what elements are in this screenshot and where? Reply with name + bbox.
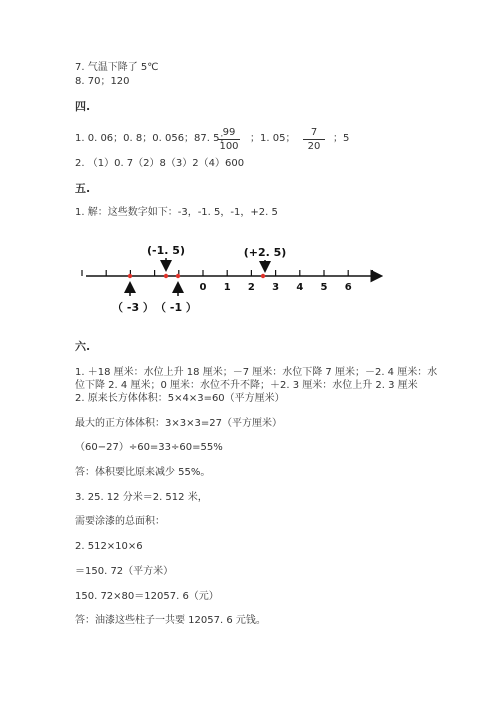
fraction-bar bbox=[218, 139, 240, 140]
s6-answer-2-line-4: 答：体积要比原来减少 55%。 bbox=[75, 467, 211, 478]
number-line bbox=[0, 236, 500, 326]
label-plus-2-5: (+2. 5) bbox=[243, 246, 287, 259]
answer-7: 7. 气温下降了 5℃ bbox=[75, 62, 159, 73]
fraction-numerator: 99 bbox=[222, 127, 236, 138]
s6-answer-3-line-1: 3. 25. 12 分米＝2. 512 米， bbox=[75, 492, 208, 503]
s5-answer-1: 1. 解：这些数字如下：-3，-1. 5，-1，+2. 5 bbox=[75, 207, 278, 218]
fraction-7-20 bbox=[301, 127, 327, 152]
s6-answer-3-line-4: ＝150. 72（平方米） bbox=[75, 566, 174, 577]
fraction-numerator: 7 bbox=[310, 127, 318, 138]
point-minus-1-5 bbox=[164, 274, 168, 278]
number-line-tick-label: 5 bbox=[320, 282, 328, 293]
s6-answer-3-line-2: 需要涂漆的总面积： bbox=[75, 516, 165, 527]
label-minus-3: （ -3 ） bbox=[112, 301, 154, 314]
section-4-heading: 四. bbox=[75, 100, 91, 113]
s6-answer-3-line-6: 答：油漆这些柱子一共要 12057. 6 元钱。 bbox=[75, 615, 266, 626]
section-6-heading: 六. bbox=[75, 340, 91, 353]
label-minus-1: （ -1 ） bbox=[155, 301, 197, 314]
s6-answer-1-line-1: 1. ＋18 厘米：水位上升 18 厘米；－7 厘米：水位下降 7 厘米；－2. 4 厘米：水 bbox=[75, 367, 438, 378]
s6-answer-2-line-1: 2. 原来长方体体积：5×4×3=60（平方厘米） bbox=[75, 393, 285, 404]
fraction-denominator: 100 bbox=[219, 141, 239, 152]
fraction-bar bbox=[303, 139, 325, 140]
s4-answer-1-part-c: ；5 bbox=[333, 133, 350, 144]
s6-answer-2-line-3: （60−27）÷60=33÷60=55% bbox=[75, 442, 223, 453]
s4-answer-1-part-a: 1. 0. 06；0. 8；0. 056；87. 5； bbox=[75, 133, 230, 144]
s6-answer-3-line-5: 150. 72×80＝12057. 6（元） bbox=[75, 591, 219, 602]
s6-answer-2-line-2: 最大的正方体体积：3×3×3=27（平方厘米） bbox=[75, 418, 282, 429]
number-line-tick-label: 2 bbox=[247, 282, 255, 293]
number-line-tick-label: 6 bbox=[344, 282, 352, 293]
number-line-tick-label: 3 bbox=[272, 282, 280, 293]
fraction-denominator: 20 bbox=[307, 141, 321, 152]
label-minus-1-5: (-1. 5) bbox=[147, 244, 185, 257]
s4-answer-1-part-b: ；1. 05； bbox=[250, 133, 296, 144]
number-line-tick-label: 4 bbox=[296, 282, 304, 293]
point-minus-3 bbox=[128, 274, 132, 278]
s4-answer-2: 2. （1）0. 7（2）8（3）2（4）600 bbox=[75, 158, 245, 169]
fraction-99-100 bbox=[216, 127, 242, 152]
number-line-tick-label: 0 bbox=[199, 282, 207, 293]
point-minus-1 bbox=[176, 274, 180, 278]
s6-answer-3-line-3: 2. 512×10×6 bbox=[75, 541, 143, 552]
answer-8: 8. 70；120 bbox=[75, 76, 130, 87]
point-plus-2-5 bbox=[261, 274, 265, 278]
number-line-tick-label: 1 bbox=[223, 282, 231, 293]
s6-answer-1-line-2: 位下降 2. 4 厘米；0 厘米：水位不升不降；＋2. 3 厘米：水位上升 2. 3 厘米 bbox=[75, 380, 418, 391]
section-5-heading: 五. bbox=[75, 182, 91, 195]
